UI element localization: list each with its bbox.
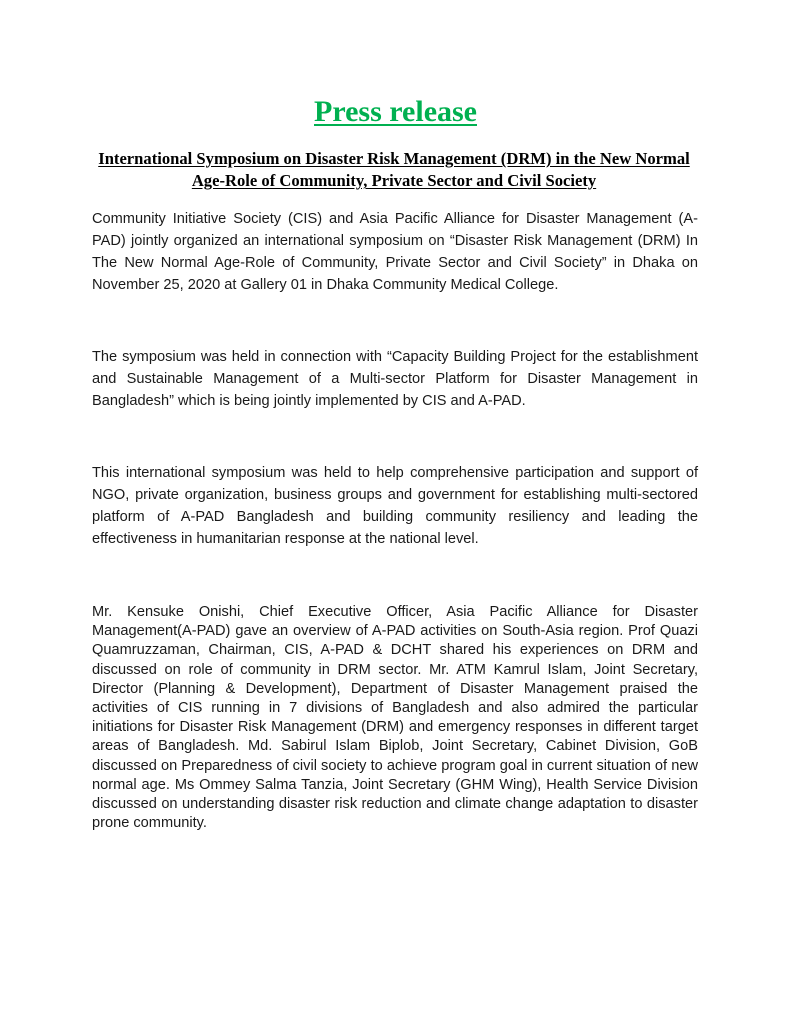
- page-title: Press release: [314, 95, 477, 128]
- paragraph-speakers: Mr. Kensuke Onishi, Chief Executive Officer, Asia Pacific Alliance for Disaster Management(A-PAD) gave an overview of A-PAD activities on South-Asia region. Prof Quazi Quamruzzaman, Chairman, CIS, A-PAD & DCHT shared his experiences on DRM and discussed on role of community in DRM sector. Mr. ATM Kamrul Islam, Joint Secretary, Director (Planning & Development), Department of Disaster Management praised the activities of CIS running in 7 divisions of Bangladesh and also admired the particular initiations for Disaster Risk Management (DRM) and emergency responses in different target areas of Bangladesh. Md. Sabirul Islam Biplob, Joint Secretary, Cabinet Division, GoB discussed on Preparedness of civil society to achieve program goal in current situation of new normal age. Ms Ommey Salma Tanzia, Joint Secretary (GHM Wing), Health Service Division discussed on understanding disaster risk reduction and climate change adaptation to disaster prone community.: [92, 604, 698, 832]
- paragraph-purpose: This international symposium was held to help comprehensive participation and support of NGO, private organization, business groups and government for establishing multi-sectored platform of A-PAD Bangladesh and building community resiliency and leading the effectiveness in humanitarian response at the national level.: [92, 465, 698, 547]
- paragraph-intro: Community Initiative Society (CIS) and Asia Pacific Alliance for Disaster Management (A-PAD) jointly organized an international symposium on “Disaster Risk Management (DRM) In The New Normal Age-Role of Community, Private Sector and Civil Society” in Dhaka on November 25, 2020 at Gallery 01 in Dhaka Community Medical College.: [92, 211, 698, 293]
- document-subtitle: International Symposium on Disaster Risk Management (DRM) in the New Normal Age-Role of Community, Private Sector and Civil Society: [98, 149, 690, 190]
- paragraph-project: The symposium was held in connection with “Capacity Building Project for the establishment and Sustainable Management of a Multi-sector Platform for Disaster Management in Bangladesh” which is being jointly implemented by CIS and A-PAD.: [92, 349, 698, 409]
